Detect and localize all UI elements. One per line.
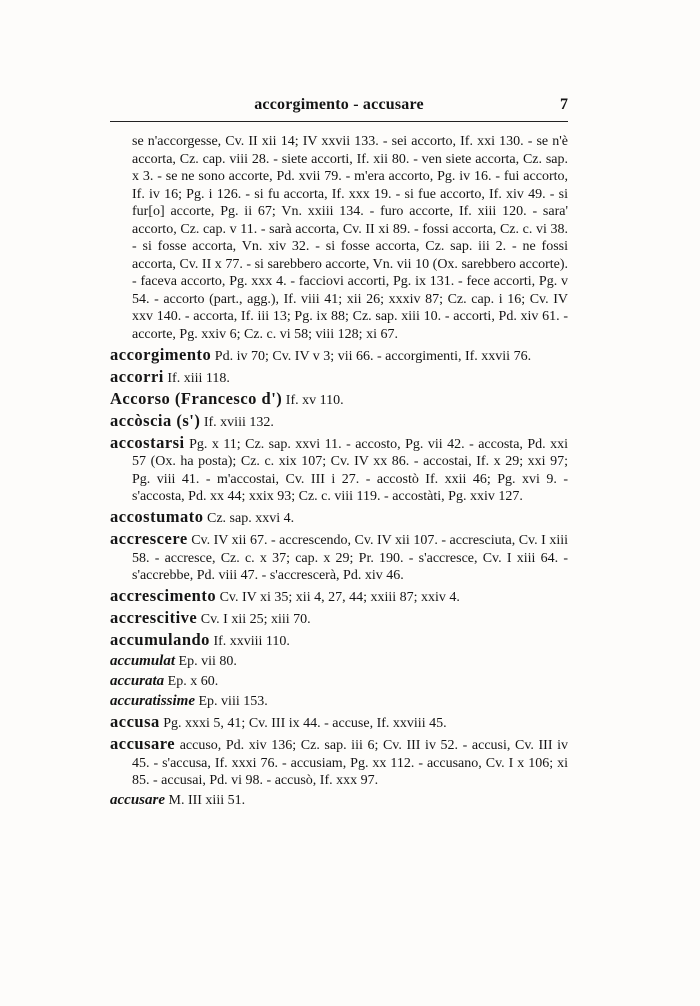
entry-headword: accusare (110, 792, 165, 808)
dictionary-entry (110, 508, 568, 528)
entry-citations: If. xxviii 110. (213, 634, 290, 649)
entry-headword: accuratissime (110, 693, 195, 709)
entry-citations: Cv. IV xii 67. - accrescendo, Cv. IV xii 107. - accresciuta, Cv. I xiii 58. - accresce, Cz. c. x 37; cap. x 29; Pr. 190. - s'accresce, Cv. I xiii 64. - s'accrebbe, Pd. viii 47. - s'accrescerà, Pd. xiv 46. (132, 533, 568, 583)
dictionary-entry (110, 653, 568, 671)
entry-citations: Ep. vii 80. (178, 654, 237, 669)
entry-citations: If. xv 110. (285, 392, 344, 408)
page-number: 7 (560, 96, 568, 113)
entry-headword: accumulat (110, 653, 176, 669)
dictionary-entry (110, 693, 568, 711)
dictionary-entry (110, 631, 568, 651)
entry-headword: accrescitive (110, 608, 198, 627)
dictionary-entry (110, 390, 568, 410)
dictionary-entry (110, 434, 568, 506)
entry-citations: Ep. viii 153. (198, 694, 268, 709)
entry-citations: accuso, Pd. xiv 136; Cz. sap. iii 6; Cv. III iv 52. - accusi, Cv. III iv 45. - s'accusa, If. xxxi 76. - accusiam, Pg. xx 112. - accusano, Cv. I x 106; xi 85. - accusai, Pd. vi 98. - accusò, If. xxx 97. (132, 738, 568, 788)
entry-headword: accòscia (s') (110, 410, 201, 430)
dictionary-entry (110, 368, 568, 388)
dictionary-entry (110, 735, 568, 790)
entry-headword: accostumato (110, 507, 204, 526)
dictionary-entry (110, 713, 568, 733)
entry-citations: Pg. xxxi 5, 41; Cv. III ix 44. - accuse, If. xxviii 45. (163, 716, 447, 731)
dictionary-entry (110, 346, 568, 366)
header-title: accorgimento - accusare (254, 96, 424, 113)
entry-citations: Cv. IV xi 35; xii 4, 27, 44; xxiii 87; xxiv 4. (219, 590, 460, 605)
dictionary-entry (110, 673, 568, 691)
dictionary-entry (110, 412, 568, 432)
entry-headword: accorgimento (110, 344, 212, 364)
entry-headword: Accorso (Francesco d') (110, 388, 283, 408)
entries-body (110, 133, 568, 810)
running-header (110, 96, 568, 118)
entry-citations: Ep. x 60. (167, 674, 219, 689)
dictionary-entry (110, 530, 568, 585)
entry-citations: Pd. iv 70; Cv. IV v 3; vii 66. - accorgimenti, If. xxvii 76. (214, 348, 532, 364)
dictionary-entry (110, 587, 568, 607)
entry-headword: accorri (110, 366, 164, 386)
entry-headword: accurata (110, 673, 165, 689)
entry-headword: accusare (110, 734, 176, 753)
dictionary-entry (110, 609, 568, 629)
header-rule (110, 121, 568, 122)
entry-headword: accrescere (110, 529, 188, 548)
entry-headword: accostarsi (110, 432, 185, 452)
entry-headword: accrescimento (110, 586, 217, 605)
entry-citations: If. xviii 132. (203, 414, 274, 430)
entry-citations: Cz. sap. xxvi 4. (206, 511, 295, 526)
entry-citations: Cv. I xii 25; xiii 70. (200, 612, 311, 627)
entry-citations: If. xiii 118. (167, 370, 230, 386)
entry-headword: accumulando (110, 630, 210, 649)
dictionary-entry (110, 792, 568, 810)
continued-entry-text: se n'accorgesse, Cv. II xii 14; IV xxvii 133. - sei accorto, If. xxi 130. - se n'è accorta, Cz. cap. viii 28. - siete accorti, If. xii 80. - ven siete accorta, Cz. sap. x 3. - se ne sono accorte, Pd. xvii 79. - m'era accorto, Pg. iv 16. - fui accorto, If. iv 16; Pg. i 126. - si fu accorta, If. xxx 19. - si fue accorto, If. xiv 49. - si fur[o] accorte, Pg. ii 67; Vn. xxiii 134. - furo accorte, If. xiii 120. - sara' accorto, Cz. cap. v 11. - sarà accorta, Cv. II xi 89. - fossi accorta, Cz. c. vi 38. - si fosse accorta, Vn. xiv 32. - si fosse accorta, Cz. sap. iii 2. - ne fossi accorta, Cv. II x 77. - si sarebbero accorte, Vn. vii 10 (Ox. sarebbero accorte). - faceva accorto, Pg. xxx 4. - facciovi accorti, Pg. ix 131. - fece accorti, Pg. v 54. - accorto (part., agg.), If. viii 41; xii 26; xxxiv 87; Cz. cap. i 16; Cv. IV xxv 140. - accorta, If. iii 13; Pg. ix 88; Cz. sap. xiii 10. - accorti, Pd. xiv 61. - accorte, Pg. xxiv 6; Cz. c. vi 58; viii 128; xi 67. (132, 134, 568, 342)
entry-citations: Pg. x 11; Cz. sap. xxvi 11. - accosto, Pg. vii 42. - accosta, Pd. xxi 57 (Ox. ha posta); Cz. c. xix 107; Cv. IV xx 86. - accostai, If. x 29; xxi 97; Pg. viii 41. - m'accostai, Cv. III i 27. - accostò If. xxii 46; Pg. xvi 9. - s'accosta, Pd. xx 44; xxix 93; Cz. c. viii 119. - accostàti, Pg. xxiv 127. (132, 436, 569, 504)
entry-citations: M. III xiii 51. (168, 793, 246, 808)
entry-headword: accusa (110, 712, 160, 731)
